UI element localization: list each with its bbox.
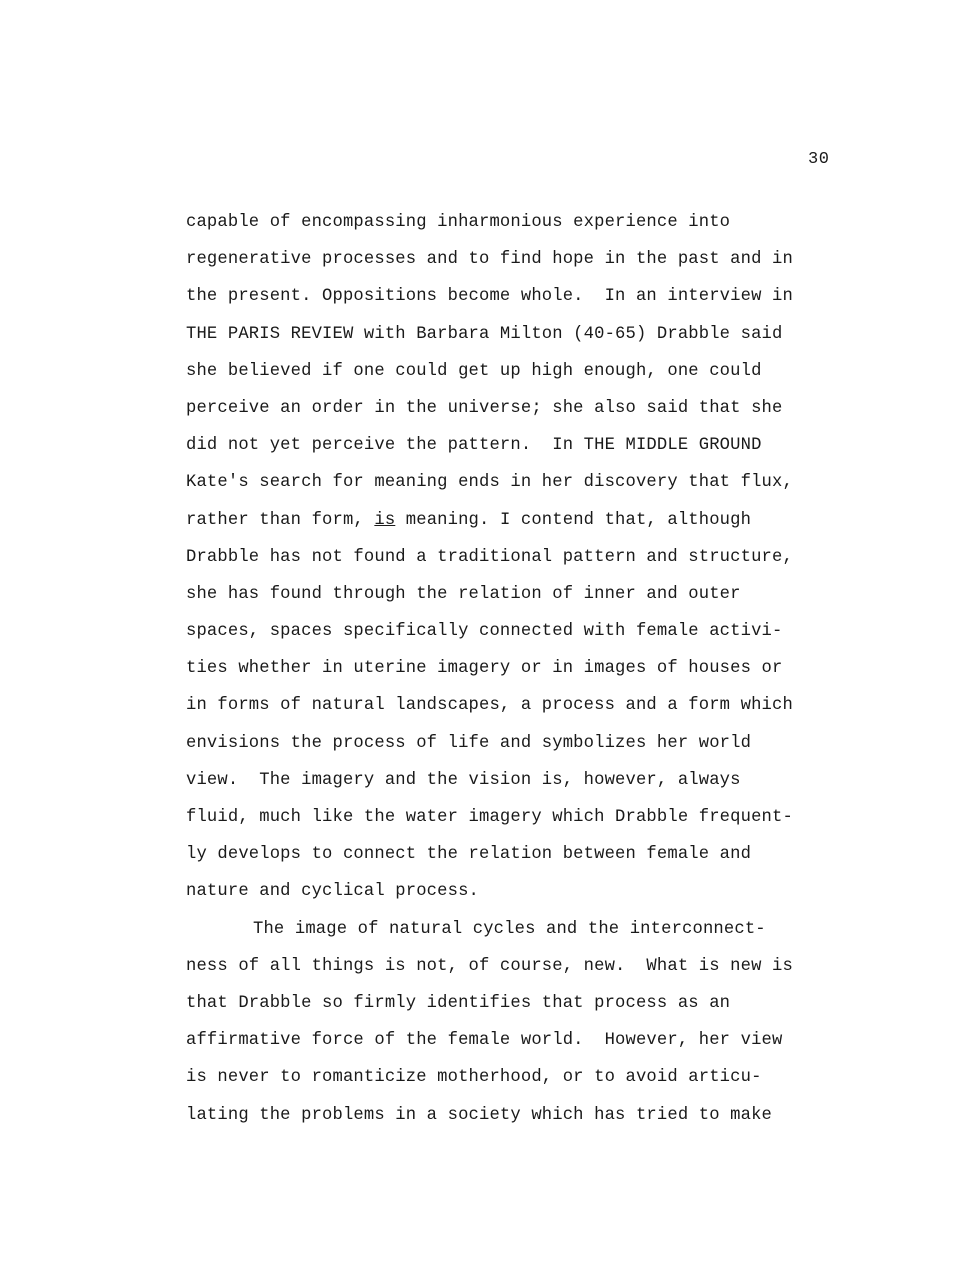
text-line: Drabble has not found a traditional pattern and structure, (186, 547, 793, 567)
text-line: did not yet perceive the pattern. In THE MIDDLE GROUND (186, 436, 762, 456)
text-line: she believed if one could get up high enough, one could (186, 361, 762, 381)
text-line: lating the problems in a society which has tried to make (186, 1105, 772, 1125)
text-line: ness of all things is not, of course, new. What is new is (186, 956, 793, 976)
text-line: perceive an order in the universe; she also said that she (186, 398, 783, 418)
page-number: 30 (808, 150, 830, 169)
text-line: nature and cyclical process. (186, 882, 479, 902)
text-line: that Drabble so firmly identifies that process as an (186, 993, 731, 1013)
text-line: in forms of natural landscapes, a process and a form which (186, 696, 793, 716)
text-line: Kate's search for meaning ends in her discovery that flux, (186, 473, 793, 493)
text-line: ly develops to connect the relation between female and (186, 845, 752, 865)
text-line: capable of encompassing inharmonious experience into (186, 213, 731, 232)
text-line: is never to romanticize motherhood, or to avoid articu- (186, 1068, 762, 1088)
text-line-with-emphasis (186, 502, 866, 539)
paragraph-first-line: The image of natural cycles and the interconnect- (253, 919, 766, 939)
text-line: she has found through the relation of inner and outer (186, 584, 741, 604)
text-line: the present. Oppositions become whole. In an interview in (186, 287, 793, 307)
text-line: view. The imagery and the vision is, however, always (186, 770, 741, 790)
text-line: THE PARIS REVIEW with Barbara Milton (40-65) Drabble said (186, 324, 783, 344)
body-text (186, 204, 866, 1134)
text-line: envisions the process of life and symbolizes her world (186, 733, 752, 753)
text-line: spaces, spaces specifically connected with female activi- (186, 622, 783, 642)
text-line: fluid, much like the water imagery which Drabble frequent- (186, 808, 793, 827)
underlined-word: is (374, 510, 396, 530)
text-line: ties whether in uterine imagery or in images of houses or (186, 659, 783, 679)
text-segment: meaning. I contend that, although (395, 510, 752, 530)
text-line: affirmative force of the female world. However, her view (186, 1031, 783, 1051)
text-line: regenerative processes and to find hope in the past and in (186, 250, 793, 270)
text-segment: rather than form, (186, 510, 375, 530)
